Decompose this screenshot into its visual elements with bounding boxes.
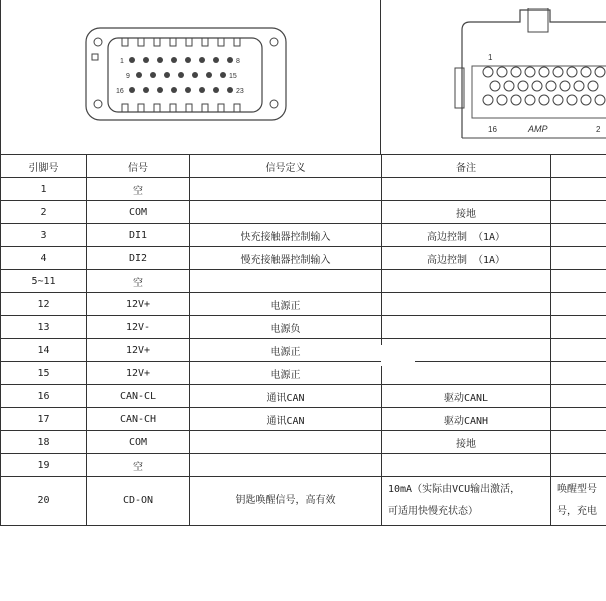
cell-pin: 15 bbox=[1, 362, 87, 385]
header-definition: 信号定义 bbox=[190, 155, 382, 178]
pin-label-9: 9 bbox=[126, 73, 130, 80]
header-extra bbox=[551, 155, 606, 178]
cell-extra bbox=[551, 477, 606, 526]
cell-note: 接地 bbox=[382, 431, 551, 454]
table-row bbox=[1, 477, 606, 526]
pin-label-8: 8 bbox=[236, 58, 240, 65]
pin-definition-table bbox=[0, 154, 606, 526]
connector-23pin-drawing bbox=[82, 20, 292, 130]
cell-extra bbox=[551, 431, 606, 454]
cell-extra bbox=[551, 316, 606, 339]
cell-pin: 19 bbox=[1, 454, 87, 477]
cell-signal: 12V- bbox=[87, 316, 190, 339]
cell-pin: 5~11 bbox=[1, 270, 87, 293]
cell-pin: 17 bbox=[1, 408, 87, 431]
cell-definition: 电源负 bbox=[190, 316, 382, 339]
table-row bbox=[1, 178, 606, 201]
cell-pin: 14 bbox=[1, 339, 87, 362]
cell-signal: DI1 bbox=[87, 224, 190, 247]
cell-note: 高边控制 （1A） bbox=[382, 224, 551, 247]
amp-pin-label-2: 2 bbox=[596, 125, 601, 134]
table-row bbox=[1, 247, 606, 270]
cell-definition: 通讯CAN bbox=[190, 385, 382, 408]
cell-signal: CAN-CL bbox=[87, 385, 190, 408]
cell-note bbox=[382, 477, 551, 526]
connector-amp-drawing bbox=[452, 8, 606, 154]
table-row bbox=[1, 385, 606, 408]
cell-extra-line2: 号，充电 bbox=[557, 506, 597, 517]
cell-signal: 空 bbox=[87, 454, 190, 477]
cell-definition: 慢充接触器控制输入 bbox=[190, 247, 382, 270]
cell-signal: CD-ON bbox=[87, 477, 190, 526]
table-row bbox=[1, 201, 606, 224]
cell-definition: 电源正 bbox=[190, 293, 382, 316]
amp-pin-label-16: 16 bbox=[488, 125, 497, 134]
cell-pin: 4 bbox=[1, 247, 87, 270]
cell-signal: 12V+ bbox=[87, 339, 190, 362]
pin-label-1: 1 bbox=[120, 58, 124, 65]
header-pin: 引脚号 bbox=[1, 155, 87, 178]
cell-signal: 空 bbox=[87, 270, 190, 293]
cell-extra-line1: 唤醒型号 bbox=[557, 484, 597, 495]
cell-extra bbox=[551, 362, 606, 385]
table-row bbox=[1, 270, 606, 293]
cell-extra bbox=[551, 224, 606, 247]
cell-extra bbox=[551, 178, 606, 201]
border-left bbox=[0, 0, 1, 154]
cell-extra bbox=[551, 247, 606, 270]
header-signal: 信号 bbox=[87, 155, 190, 178]
cell-definition bbox=[190, 431, 382, 454]
cell-extra bbox=[551, 201, 606, 224]
table-row bbox=[1, 339, 606, 362]
cell-signal: 12V+ bbox=[87, 293, 190, 316]
cell-definition bbox=[190, 178, 382, 201]
table-row bbox=[1, 431, 606, 454]
connector-images bbox=[0, 0, 606, 154]
pin-label-16: 16 bbox=[116, 88, 124, 95]
cell-signal: DI2 bbox=[87, 247, 190, 270]
cell-pin: 20 bbox=[1, 477, 87, 526]
image-divider bbox=[380, 0, 381, 154]
cell-pin: 16 bbox=[1, 385, 87, 408]
table-row bbox=[1, 293, 606, 316]
table-row bbox=[1, 454, 606, 477]
cell-extra bbox=[551, 385, 606, 408]
cell-extra bbox=[551, 408, 606, 431]
cell-note bbox=[382, 178, 551, 201]
cell-definition: 钥匙唤醒信号，高有效 bbox=[190, 477, 382, 526]
table-row bbox=[1, 362, 606, 385]
cell-signal: COM bbox=[87, 201, 190, 224]
pin-label-23: 23 bbox=[236, 88, 244, 95]
cell-note bbox=[382, 293, 551, 316]
cell-note bbox=[382, 270, 551, 293]
cell-pin: 1 bbox=[1, 178, 87, 201]
cell-note: 驱动CANH bbox=[382, 408, 551, 431]
pin-label-15: 15 bbox=[229, 73, 237, 80]
cell-signal: CAN-CH bbox=[87, 408, 190, 431]
table-header-row bbox=[1, 155, 606, 178]
header-note: 备注 bbox=[382, 155, 551, 178]
amp-brand-logo: AMP bbox=[528, 124, 548, 134]
cell-extra bbox=[551, 339, 606, 362]
cell-signal: 12V+ bbox=[87, 362, 190, 385]
cell-note bbox=[382, 316, 551, 339]
cell-pin: 12 bbox=[1, 293, 87, 316]
cell-pin: 2 bbox=[1, 201, 87, 224]
cell-note: 接地 bbox=[382, 201, 551, 224]
cell-definition: 快充接触器控制输入 bbox=[190, 224, 382, 247]
cell-pin: 18 bbox=[1, 431, 87, 454]
cell-definition: 电源正 bbox=[190, 362, 382, 385]
table-row bbox=[1, 408, 606, 431]
cell-definition bbox=[190, 270, 382, 293]
amp-pin-label-1: 1 bbox=[488, 53, 493, 62]
cell-definition: 电源正 bbox=[190, 339, 382, 362]
cell-definition bbox=[190, 201, 382, 224]
cell-note-line1: 10mA（实际由VCU输出激活， bbox=[388, 484, 521, 495]
cell-pin: 3 bbox=[1, 224, 87, 247]
cell-extra bbox=[551, 293, 606, 316]
cell-extra bbox=[551, 270, 606, 293]
cell-note: 驱动CANL bbox=[382, 385, 551, 408]
table-row bbox=[1, 224, 606, 247]
cell-note: 高边控制 （1A） bbox=[382, 247, 551, 270]
grid-gap bbox=[381, 345, 415, 366]
cell-note bbox=[382, 454, 551, 477]
cell-extra bbox=[551, 454, 606, 477]
cell-pin: 13 bbox=[1, 316, 87, 339]
cell-definition bbox=[190, 454, 382, 477]
cell-signal: COM bbox=[87, 431, 190, 454]
cell-signal: 空 bbox=[87, 178, 190, 201]
cell-definition: 通讯CAN bbox=[190, 408, 382, 431]
cell-note-line2: 可适用快慢充状态） bbox=[388, 506, 478, 517]
table-row bbox=[1, 316, 606, 339]
